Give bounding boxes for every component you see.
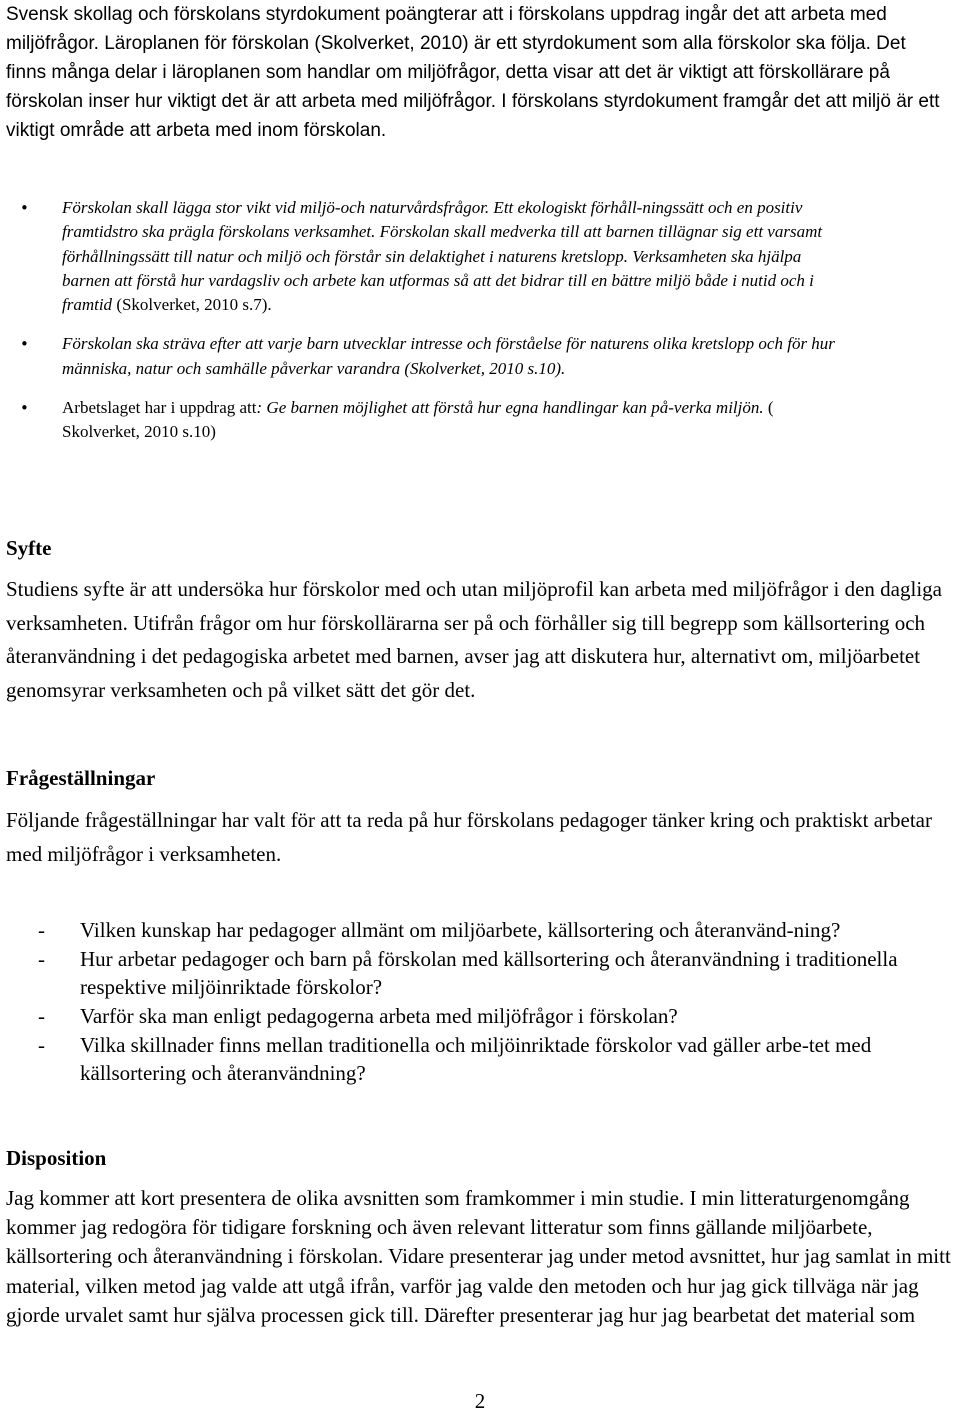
dash-marker: - <box>38 918 45 942</box>
quote-item <box>0 396 846 445</box>
disposition-paragraph: Jag kommer att kort presentera de olika avsnitten som framkommer i min studie. I min litteraturgenomgång kommer jag redogöra för tidigare forskning och även relevant litteratur som finns gällande miljöarbete, källsortering och återanvändning i förskolan. Vidare presenterar jag under metod avsnittet, hur jag samlat in mitt material, vilken metod jag valde att utgå ifrån, varför jag valde den metoden och hur jag gick tillväga när jag gjorde urvalet samt hur själva processen gick till. Därefter presenterar jag hur jag bearbetat det material som <box>6 1186 951 1327</box>
quote-lead: Arbetslaget har i uppdrag att <box>62 398 257 418</box>
research-question <box>0 945 940 1001</box>
fragestallningar-heading: Frågeställningar <box>6 766 156 790</box>
research-question-text: Vilken kunskap har pedagoger allmänt om miljöarbete, källsortering och återanvänd-ning? <box>80 918 841 942</box>
intro-paragraph: Svensk skollag och förskolans styrdokument poängterar att i förskolans uppdrag ingår det att arbeta med miljöfrågor. Läroplanen för förskolan (Skolverket, 2010) är ett styrdokument som alla förskolor ska följa. Det finns många delar i läroplanen som handlar om miljöfrågor, detta visar att det är viktigt att förskollärare på förskolan inser hur viktigt det är att arbeta med miljöfrågor. I förskolans styrdokument framgår det att miljö är ett viktigt område att arbeta med inom förskolan. <box>6 4 940 141</box>
page-number: 2 <box>474 1389 486 1413</box>
dash-marker: - <box>38 947 45 971</box>
research-question-text: Vilka skillnader finns mellan traditionella och miljöinriktade förskolor vad gäller arbe-tet med källsortering och återanvändning? <box>80 1033 872 1085</box>
syfte-paragraph: Studiens syfte är att undersöka hur förskolor med och utan miljöprofil kan arbeta med miljöfrågor i den dagliga verksamheten. Utifrån frågor om hur förskollärarna ser på och förhåller sig till begrepp som källsortering och återanvändning i det pedagogiska arbetet med barnen, avser jag att diskutera hur, alternativt om, miljöarbetet genomsyrar verksamheten och på vilket sätt det gör det. <box>6 577 942 702</box>
quote-citation: (Skolverket, 2010 s.7). <box>112 295 272 315</box>
dash-marker: - <box>38 1004 45 1028</box>
quote-item <box>0 332 846 381</box>
quote-text: Förskolan skall lägga stor vikt vid miljö-och naturvårdsfrågor. Ett ekologiskt förhåll-ningssätt och en positiv framtidstro ska prägla förskolans verksamhet. Förskolan skall medverka till att barnen tillägnar sig ett varsamt förhållningssätt till natur och miljö och förstår sin delaktighet i naturens kretslopp. Verksamheten ska hjälpa barnen att förstå hur vardagsliv och arbete kan utformas så att det bidrar till en bättre miljö både i nutid och i framtid <box>62 198 823 315</box>
quote-citation: ( Skolverket, 2010 s.10) <box>62 398 774 442</box>
research-question <box>0 1002 940 1030</box>
bullet-icon: • <box>20 199 29 217</box>
curriculum-quotes-list <box>0 196 960 445</box>
disposition-heading: Disposition <box>6 1146 107 1170</box>
dash-marker: - <box>38 1033 45 1057</box>
research-question <box>0 916 940 944</box>
quote-item <box>0 196 846 317</box>
bullet-icon: • <box>20 399 29 418</box>
syfte-heading: Syfte <box>6 536 52 560</box>
bullet-icon: • <box>20 335 29 354</box>
research-question-text: Varför ska man enligt pedagogerna arbeta med miljöfrågor i förskolan? <box>80 1004 678 1028</box>
fragestallningar-paragraph: Följande frågeställningar har valt för att ta reda på hur förskolans pedagoger tänker kring och praktiskt arbetar med miljöfrågor i verksamheten. <box>6 808 932 866</box>
quote-text: : Ge barnen möjlighet att förstå hur egna handlingar kan på-verka miljön. <box>256 398 764 418</box>
research-questions-list <box>0 916 960 1088</box>
research-question-text: Hur arbetar pedagoger och barn på förskolan med källsortering och återanvändning i traditionella respektive miljöinriktade förskolor? <box>80 947 898 999</box>
research-question <box>0 1031 940 1087</box>
quote-text: Förskolan ska sträva efter att varje barn utvecklar intresse och förståelse för naturens olika kretslopp och för hur människa, natur och samhälle påverkar varandra (Skolverket, 2010 s.10). <box>62 334 835 378</box>
